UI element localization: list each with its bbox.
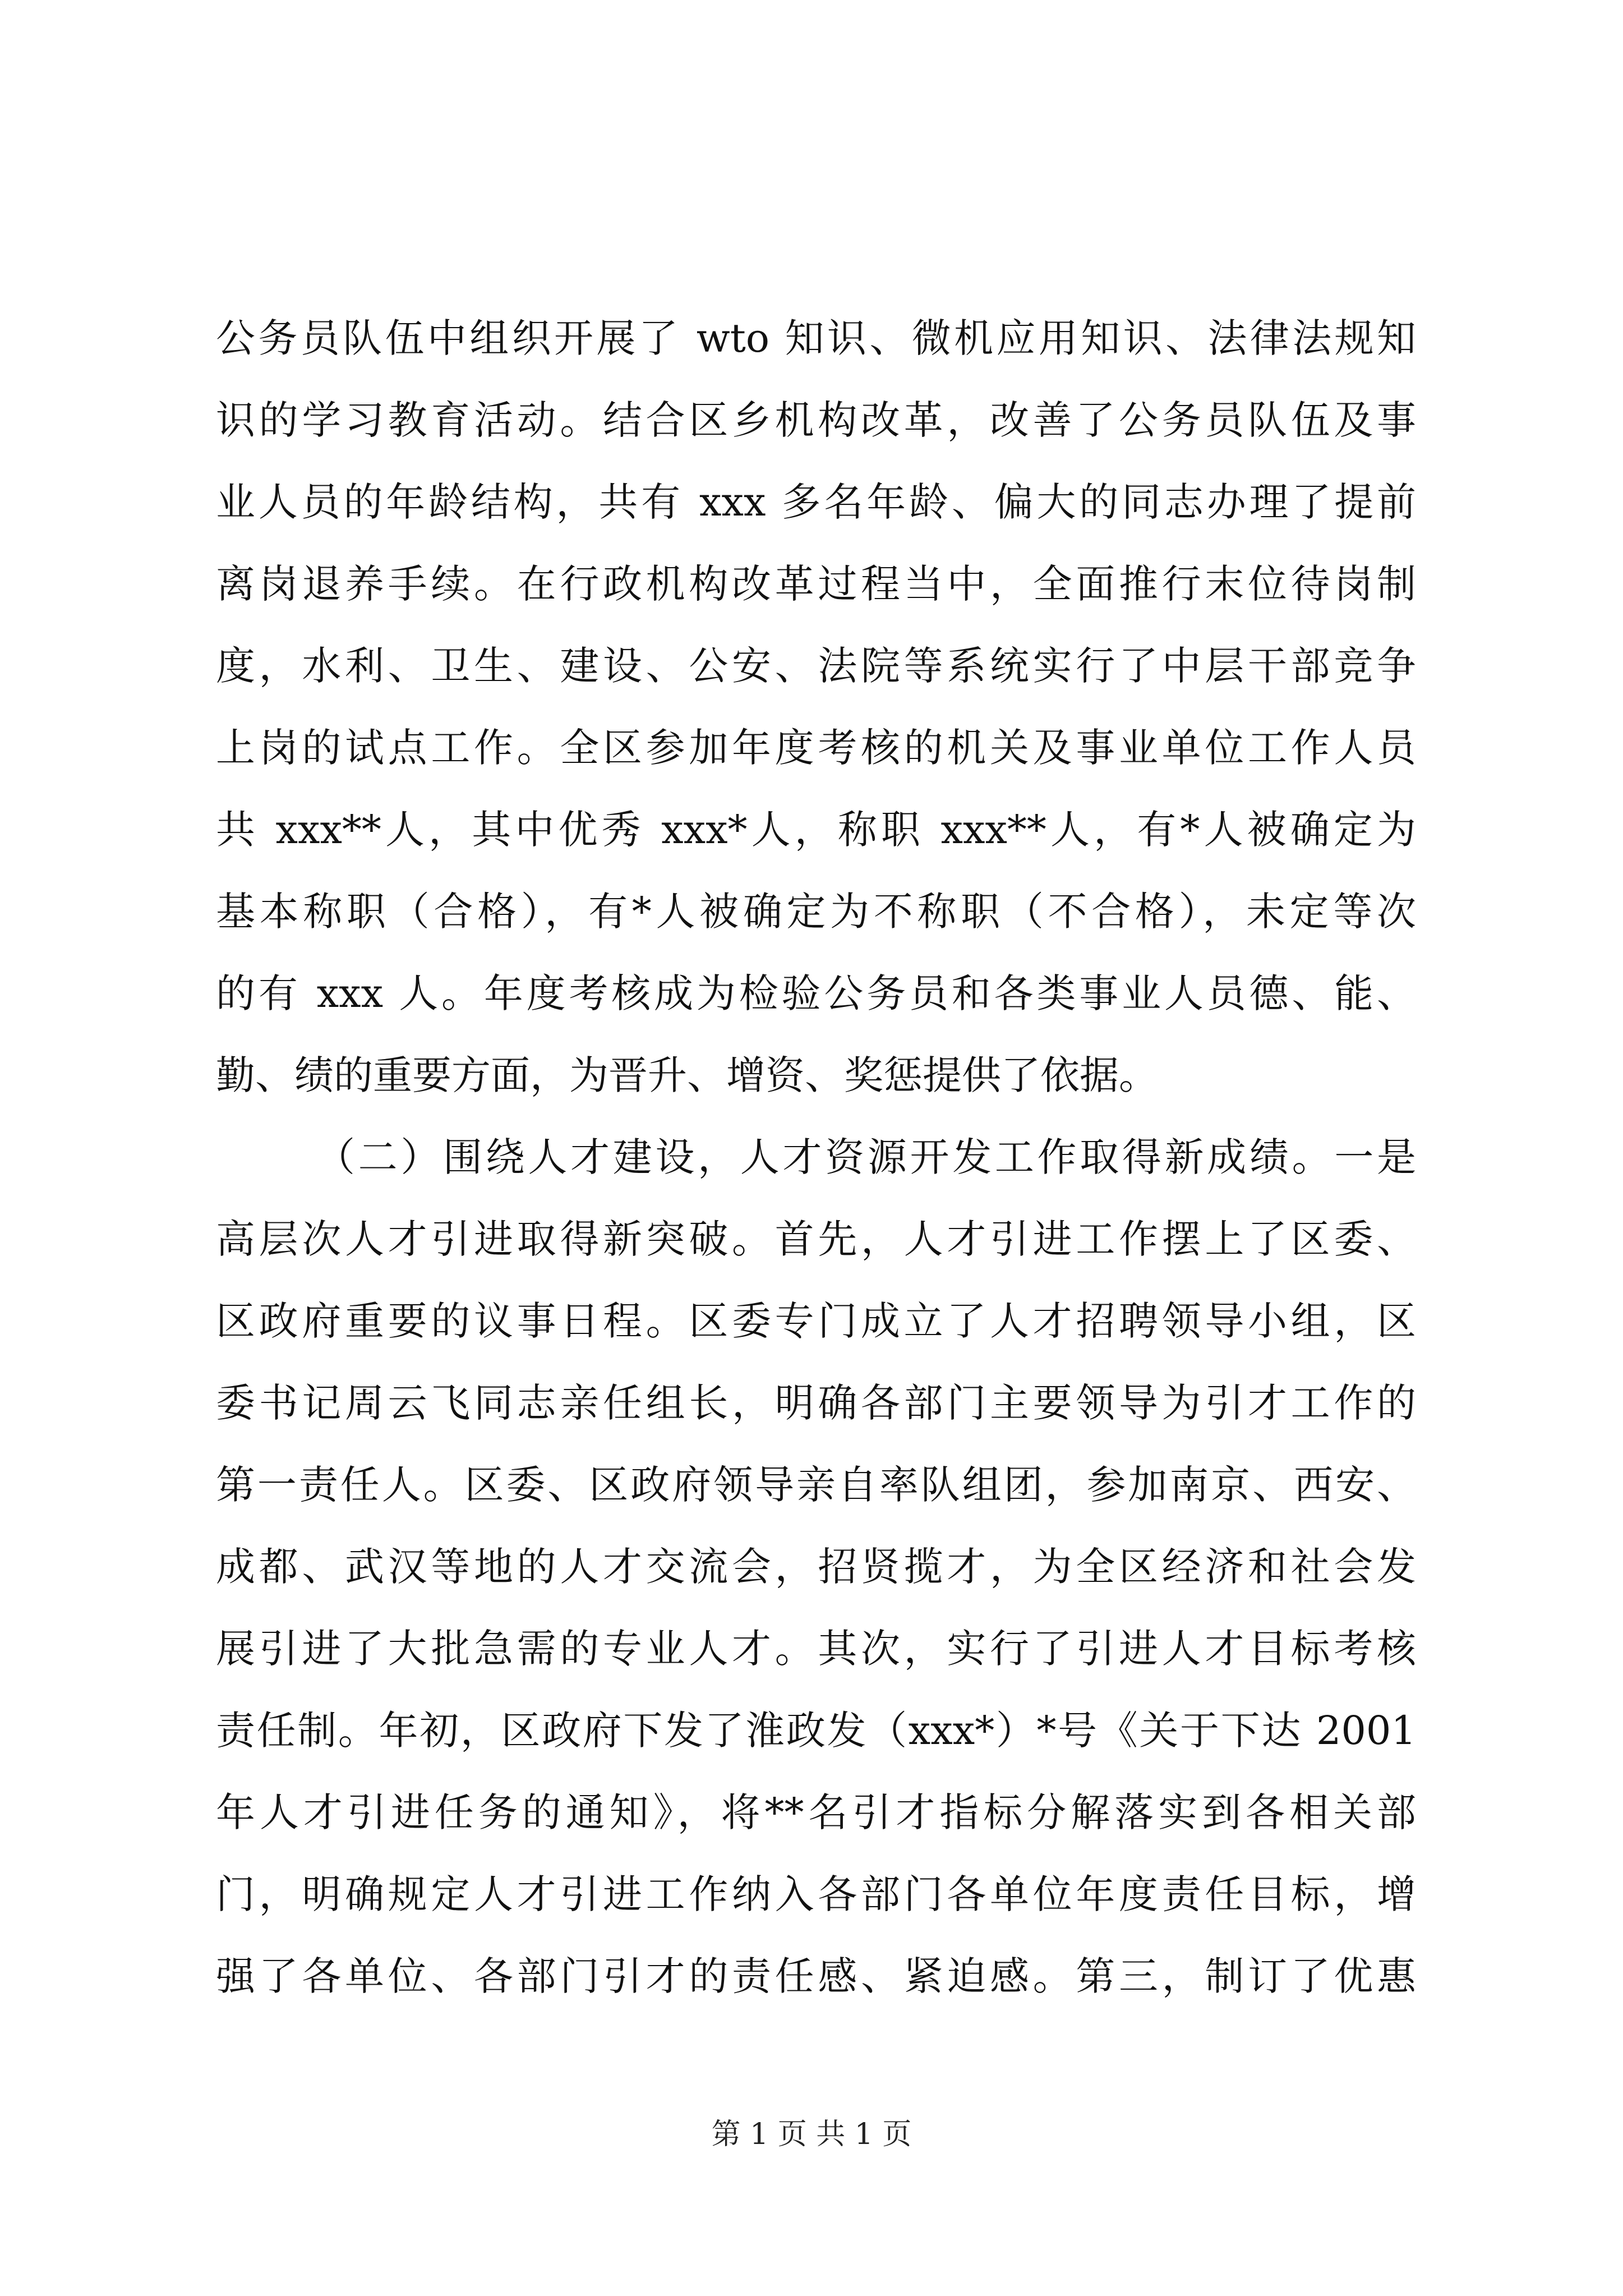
text-line: 年人才引进任务的通知》，将**名引才指标分解落实到各相关部 — [216, 1789, 1416, 1835]
text-line: 高层次人才引进取得新突破。首先，人才引进工作摆上了区委、 — [216, 1216, 1416, 1262]
text-line: 上岗的试点工作。全区参加年度考核的机关及事业单位工作人员 — [216, 725, 1416, 771]
text-line: 度，水利、卫生、建设、公安、法院等系统实行了中层干部竞争 — [216, 643, 1416, 689]
text-line: 强了各单位、各部门引才的责任感、紧迫感。第三，制订了优惠 — [216, 1953, 1416, 1999]
text-line: 区政府重要的议事日程。区委专门成立了人才招聘领导小组，区 — [216, 1298, 1416, 1344]
text-line: 共 xxx**人，其中优秀 xxx*人，称职 xxx**人，有*人被确定为 — [216, 807, 1416, 853]
page-number: 第 1 页 共 1 页 — [711, 2118, 912, 2151]
text-line: 责任制。年初，区政府下发了淮政发（xxx*）*号《关于下达 2001 — [216, 1708, 1416, 1754]
text-line: 展引进了大批急需的专业人才。其次，实行了引进人才目标考核 — [216, 1626, 1416, 1672]
text-line: 的有 xxx 人。年度考核成为检验公务员和各类事业人员德、能、 — [216, 970, 1416, 1016]
document-body — [216, 297, 1416, 2017]
page-footer — [0, 2115, 1623, 2154]
text-line: 勤、绩的重要方面，为晋升、增资、奖惩提供了依据。 — [216, 1052, 1158, 1098]
text-line: 门，明确规定人才引进工作纳入各部门各单位年度责任目标，增 — [216, 1871, 1416, 1917]
text-line: 基本称职（合格），有*人被确定为不称职（不合格），未定等次 — [216, 889, 1416, 935]
text-line: 第一责任人。区委、区政府领导亲自率队组团，参加南京、西安、 — [216, 1462, 1416, 1508]
text-line: 业人员的年龄结构，共有 xxx 多名年龄、偏大的同志办理了提前 — [216, 479, 1416, 525]
text-line: 离岗退养手续。在行政机构改革过程当中，全面推行末位待岗制 — [216, 561, 1416, 607]
text-line: 识的学习教育活动。结合区乡机构改革，改善了公务员队伍及事 — [216, 397, 1416, 443]
text-line: 公务员队伍中组织开展了 wto 知识、微机应用知识、法律法规知 — [216, 315, 1416, 361]
text-line: 成都、武汉等地的人才交流会，招贤揽才，为全区经济和社会发 — [216, 1544, 1416, 1590]
text-line: 委书记周云飞同志亲任组长，明确各部门主要领导为引才工作的 — [216, 1380, 1416, 1426]
paragraph-first-line: （二）围绕人才建设，人才资源开发工作取得新成绩。一是 — [316, 1134, 1416, 1180]
